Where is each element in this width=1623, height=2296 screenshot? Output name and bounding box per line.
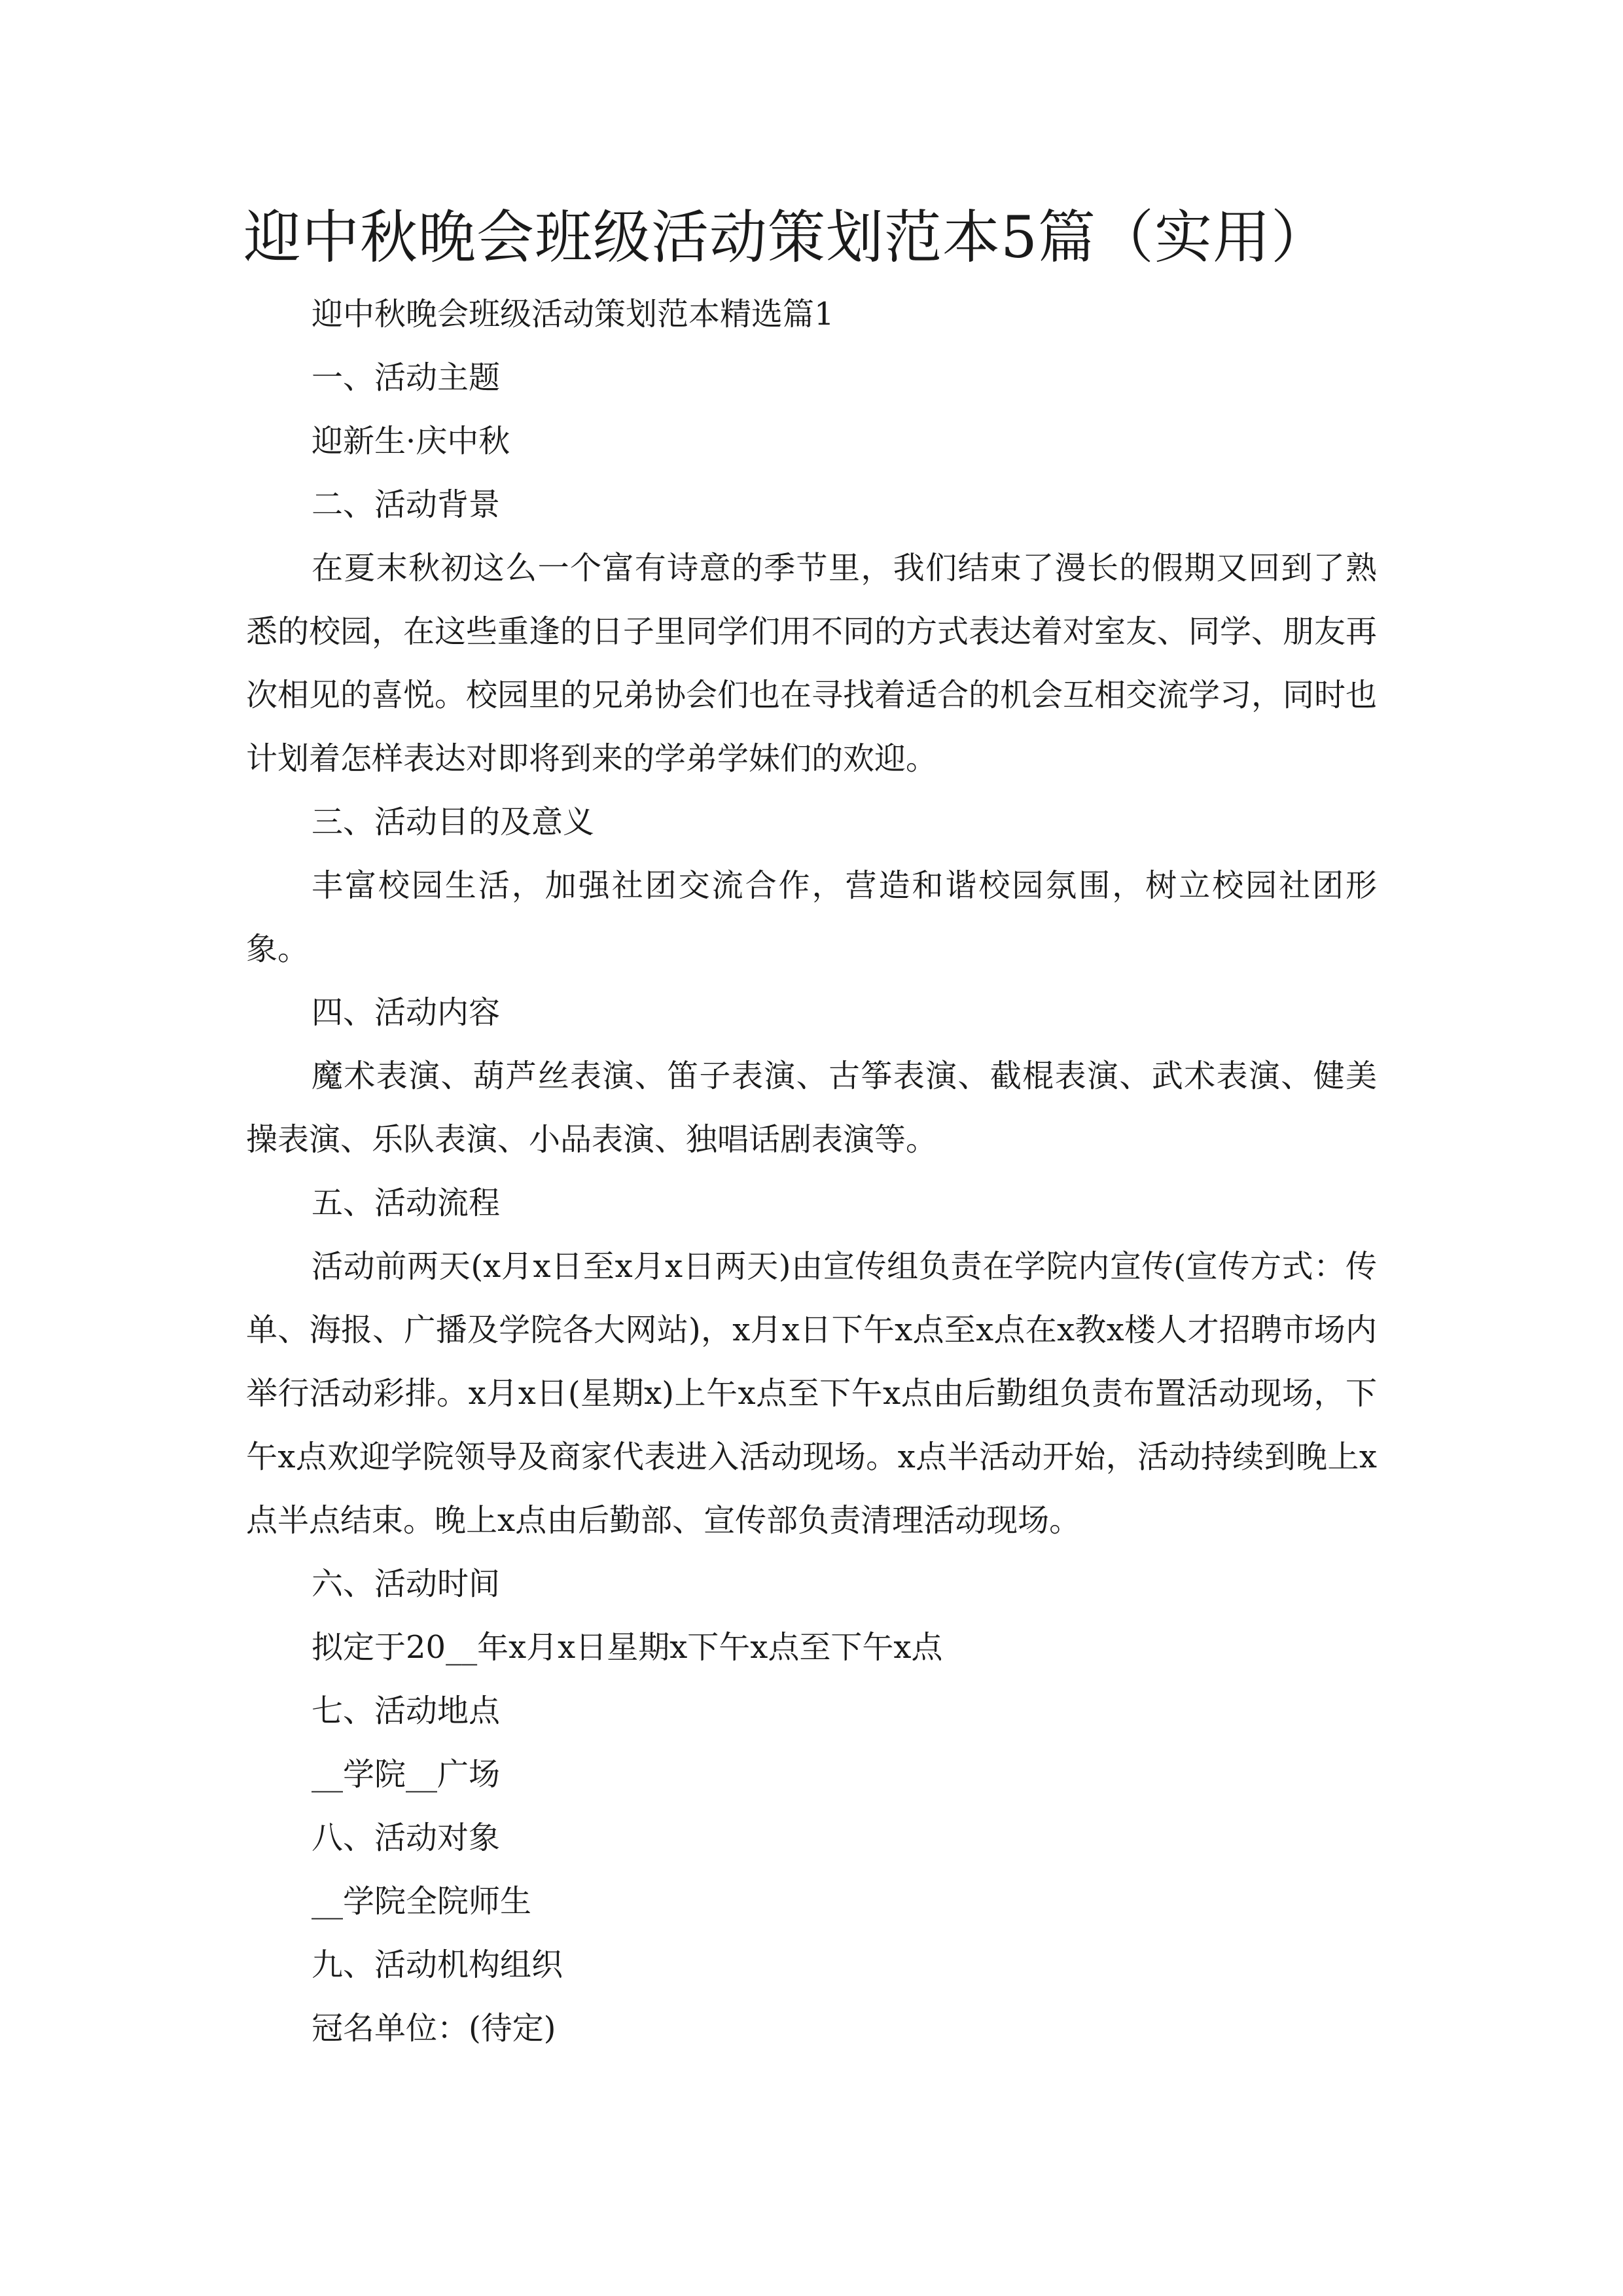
paragraph-content: 魔术表演、葫芦丝表演、笛子表演、古筝表演、截棍表演、武术表演、健美操表演、乐队表演、小品表演、独唱话剧表演等。 <box>246 1058 1377 1158</box>
section-heading-audience: 八、活动对象 <box>312 1820 501 1856</box>
section-heading-background: 二、活动背景 <box>312 486 501 523</box>
subtitle: 迎中秋晚会班级活动策划范本精选篇1 <box>312 296 834 332</box>
paragraph-process: 活动前两天(x月x日至x月x日两天)由宣传组负责在学院内宣传(宣传方式：传单、海报、广播及学院各大网站)，x月x日下午x点至x点在x教x楼人才招聘市场内举行活动彩排。x月x日(星期x)上午x点至下午x点由后勤组负责布置活动现场，下午x点欢迎学院领导及商家代表进入活动现场。x点半活动开始，活动持续到晚上x点半点结束。晚上x点由后勤部、宣传部负责清理活动现场。 <box>246 1248 1377 1539</box>
paragraph-time: 拟定于20__年x月x日星期x下午x点至下午x点 <box>312 1629 943 1666</box>
section-heading-location: 七、活动地点 <box>312 1693 501 1729</box>
paragraph-organization: 冠名单位：(待定) <box>312 2010 556 2047</box>
section-heading-organization: 九、活动机构组织 <box>312 1946 563 1983</box>
section-heading-process: 五、活动流程 <box>312 1185 501 1221</box>
paragraph-purpose: 丰富校园生活，加强社团交流合作，营造和谐校园氛围，树立校园社团形象。 <box>246 867 1377 967</box>
paragraph-audience: __学院全院师生 <box>312 1883 532 1920</box>
section-heading-purpose: 三、活动目的及意义 <box>312 804 595 840</box>
section-heading-theme: 一、活动主题 <box>312 359 501 396</box>
document-body <box>246 283 1377 2060</box>
section-heading-content: 四、活动内容 <box>312 994 501 1031</box>
document-title: 迎中秋晚会班级活动策划范本5篇（实用） <box>243 204 1329 271</box>
paragraph-theme: 迎新生·庆中秋 <box>312 423 510 459</box>
paragraph-background: 在夏末秋初这么一个富有诗意的季节里，我们结束了漫长的假期又回到了熟悉的校园，在这些重逢的日子里同学们用不同的方式表达着对室友、同学、朋友再次相见的喜悦。校园里的兄弟协会们也在寻找着适合的机会互相交流学习，同时也计划着怎样表达对即将到来的学弟学妹们的欢迎。 <box>246 550 1378 777</box>
section-heading-time: 六、活动时间 <box>312 1566 501 1602</box>
paragraph-location: __学院__广场 <box>312 1756 501 1793</box>
